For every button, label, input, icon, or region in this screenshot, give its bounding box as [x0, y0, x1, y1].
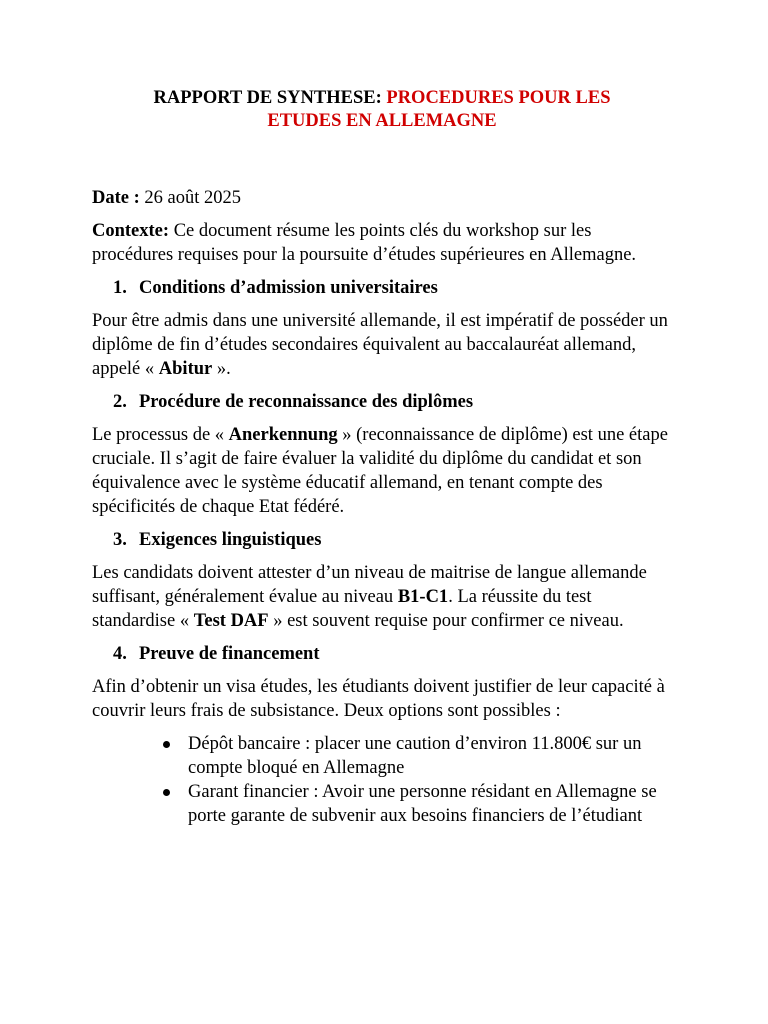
section-heading-3 [92, 528, 672, 552]
section-heading-1 [92, 276, 672, 300]
date-label: Date : [92, 188, 140, 208]
section-number-3: 3. [113, 530, 127, 550]
title-line2-red: ETUDES EN ALLEMAGNE [267, 111, 497, 131]
title-part-red: PROCEDURES POUR LES [386, 88, 611, 108]
section-paragraph-1 [92, 309, 672, 381]
section-paragraph-3 [92, 561, 672, 633]
title-part-black: RAPPORT DE SYNTHESE: [153, 88, 387, 108]
date-value: 26 août 2025 [139, 188, 242, 208]
context-text: Ce document résume les points clés du workshop sur les procédures requises pour la poursuite d’études supérieures en Allemagne. [92, 221, 637, 265]
bullet-text-1: Dépôt bancaire : placer une caution d’environ 11.800€ sur un compte bloqué en Allemagne [188, 734, 642, 778]
section-heading-2 [92, 390, 672, 414]
section-title-2: Procédure de reconnaissance des diplômes [139, 392, 474, 412]
title-spacer [92, 133, 672, 186]
section-3-bold-test: Test DAF [193, 611, 269, 631]
section-2-bold-term: Anerkennung [228, 425, 338, 445]
section-title-4: Preuve de financement [139, 644, 320, 664]
context-label: Contexte: [92, 221, 170, 241]
section-1-text-after: ». [212, 359, 231, 379]
section-number-1: 1. [113, 278, 127, 298]
section-2-text-after: » (reconnaissance de diplôme) est une étape cruciale. Il s’agit de faire évaluer la validité du diplôme du candidat et son équivalence avec le système éducatif allemand, en tenant compte des spécificités de chaque Etat fédéré. [92, 425, 668, 517]
document-title [92, 87, 672, 133]
section-3-text-middle: . La réussite du test standardise « [92, 587, 592, 631]
bullet-dot-icon [163, 789, 170, 796]
list-item [188, 732, 672, 780]
context-paragraph [92, 219, 672, 267]
section-title-1: Conditions d’admission universitaires [139, 278, 438, 298]
section-heading-4 [92, 642, 672, 666]
date-line [92, 186, 672, 210]
financing-options-list [92, 732, 672, 828]
list-item [188, 780, 672, 828]
section-2-text-before: Le processus de « [92, 425, 229, 445]
section-1-text-before: Pour être admis dans une université allemande, il est impératif de posséder un diplôme de fin d’études secondaires équivalent au baccalauréat allemand, appelé « [92, 311, 668, 379]
section-3-text-after: » est souvent requise pour confirmer ce niveau. [268, 611, 624, 631]
section-number-4: 4. [113, 644, 127, 664]
bullet-dot-icon [163, 741, 170, 748]
section-paragraph-2 [92, 423, 672, 519]
section-paragraph-4: Afin d’obtenir un visa études, les étudiants doivent justifier de leur capacité à couvrir leurs frais de subsistance. Deux options sont possibles : [92, 677, 665, 721]
bullet-text-2: Garant financier : Avoir une personne résidant en Allemagne se porte garante de subvenir aux besoins financiers de l’étudiant [188, 782, 657, 826]
section-3-bold-level: B1-C1 [397, 587, 449, 607]
section-1-bold-term: Abitur [158, 359, 213, 379]
section-3-text-before: Les candidats doivent attester d’un niveau de maitrise de langue allemande suffisant, généralement évalue au niveau [92, 563, 647, 607]
section-title-3: Exigences linguistiques [139, 530, 322, 550]
section-number-2: 2. [113, 392, 127, 412]
